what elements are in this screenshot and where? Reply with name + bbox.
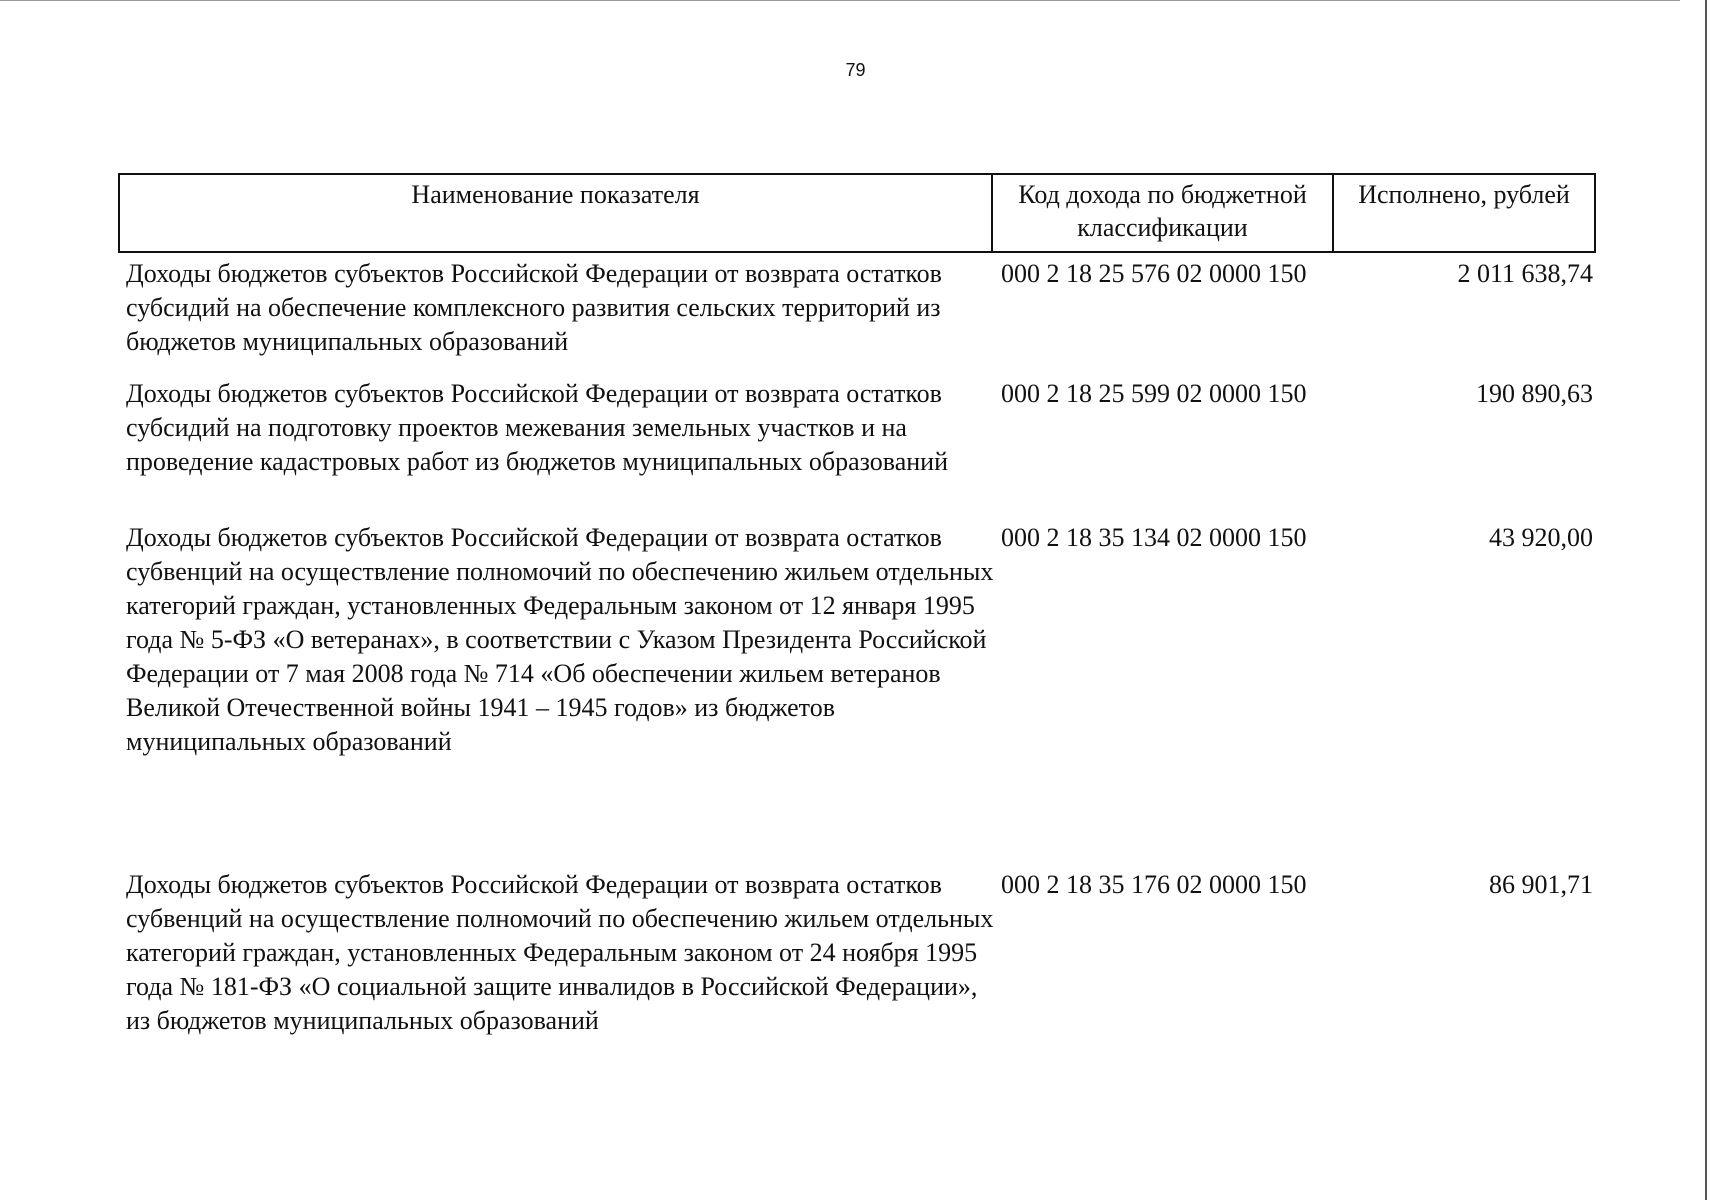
header-name: Наименование показателя (120, 175, 993, 251)
row-amount: 86 901,71 (1489, 870, 1593, 899)
row-amount: 43 920,00 (1489, 523, 1593, 552)
table-header (118, 173, 1596, 253)
row-name: Доходы бюджетов субъектов Российской Федерации от возврата остатков субсидий на подготовку проектов межевания земельных участков и на проведение кадастровых работ из бюджетов муниципальных образований (126, 379, 948, 476)
row-code: 000 2 18 35 176 02 0000 150 (1001, 870, 1307, 899)
row-amount: 2 011 638,74 (1457, 259, 1593, 288)
scan-right-edge (1705, 0, 1707, 1200)
row-name: Доходы бюджетов субъектов Российской Федерации от возврата остатков субвенций на осуществление полномочий по обеспечению жильем отдельных категорий граждан, установленных Федеральным законом от 24 ноября 1995 года № 181-ФЗ «О социальной защите инвалидов в Российской Федерации», из бюджетов муниципальных образований (126, 870, 994, 1035)
row-amount: 190 890,63 (1476, 379, 1593, 408)
row-code: 000 2 18 25 599 02 0000 150 (1001, 379, 1307, 408)
scan-top-edge (0, 0, 1680, 1)
row-name: Доходы бюджетов субъектов Российской Федерации от возврата остатков субсидий на обеспечение комплексного развития сельских территорий из бюджетов муниципальных образований (126, 259, 942, 356)
row-code: 000 2 18 25 576 02 0000 150 (1001, 259, 1307, 288)
row-code: 000 2 18 35 134 02 0000 150 (1001, 523, 1307, 552)
page-number: 79 (845, 60, 866, 80)
header-amount: Исполнено, рублей (1358, 180, 1570, 209)
row-name: Доходы бюджетов субъектов Российской Федерации от возврата остатков субвенций на осуществление полномочий по обеспечению жильем отдельных категорий граждан, установленных Федеральным законом от 12 января 1995 года № 5-ФЗ «О ветеранах», в соответствии с Указом Президента Российской Федерации от 7 мая 2008 года № 714 «Об обеспечении жильем ветеранов Великой Отечественной войны 1941 – 1945 годов» из бюджетов муниципальных образований (126, 523, 994, 756)
header-code: Код дохода по бюджетной классификации (993, 175, 1334, 251)
